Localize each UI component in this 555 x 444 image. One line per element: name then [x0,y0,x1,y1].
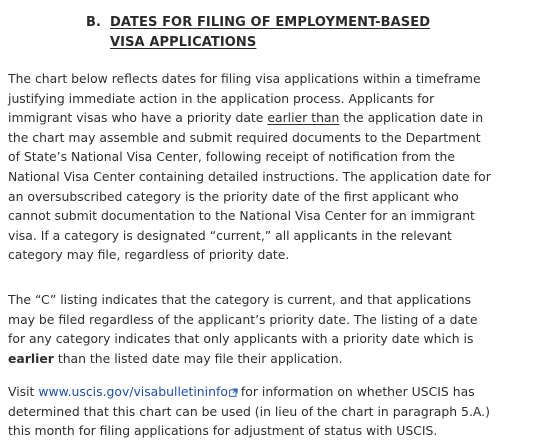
text-line: cannot submit documentation to the National Visa Center for an immigrant [8,208,475,224]
text-line: National Visa Center containing detailed instructions. The application date for [8,168,491,184]
text-line: category may file, regardless of priority date. [8,247,290,263]
text-line: the chart may assemble and submit required documents to the Department [8,129,481,145]
text-segment: for information on whether USCIS has [240,384,475,399]
text-segment: than the listed date may file their application. [53,350,343,366]
text-line [8,382,554,402]
text-line: an oversubscribed category is the priority date of the first applicant who [8,188,459,204]
text-line: for any category indicates that only applicants with a priority date which is [8,331,474,347]
section-title-line1: DATES FOR FILING OF EMPLOYMENT-BASED [110,15,431,30]
text-line: determined that this chart can be used (in lieu of the chart in paragraph 5.A.) [8,403,490,419]
earlier-emphasis: earlier [8,350,54,366]
text-line: may be filed regardless of the applicant’s priority date. The listing of a date [8,311,478,327]
uscis-visa-bulletin-link[interactable]: www.uscis.gov/visabulletininfo [38,384,228,399]
text-segment: the application date in [339,110,484,126]
text-segment: immigrant visas who have a priority date [8,110,268,126]
text-line: The chart below reflects dates for filing visa applications within a timeframe [8,71,481,86]
text-line: this month for filing applications for adjustment of status with USCIS. [8,423,438,439]
section-heading [86,13,526,53]
text-line [8,108,554,128]
section-title-line2: VISA APPLICATIONS [110,35,257,50]
text-line: of State’s National Visa Center, following receipt of notification from the [8,149,456,165]
text-line [8,349,554,369]
text-line: The “C” listing indicates that the category is current, and that applications [8,292,472,307]
earlier-than-emphasis: earlier than [267,110,340,126]
filing-dates-paragraph [8,69,554,265]
text-segment: Visit [8,384,39,399]
external-link-icon[interactable] [229,388,238,397]
current-listing-paragraph [8,290,554,368]
section-letter: B. [86,15,102,30]
text-line: visa. If a category is designated “current,” all applicants in the relevant [8,227,452,243]
text-line: justifying immediate action in the application process. Applicants for [8,90,435,106]
uscis-paragraph [8,382,554,441]
